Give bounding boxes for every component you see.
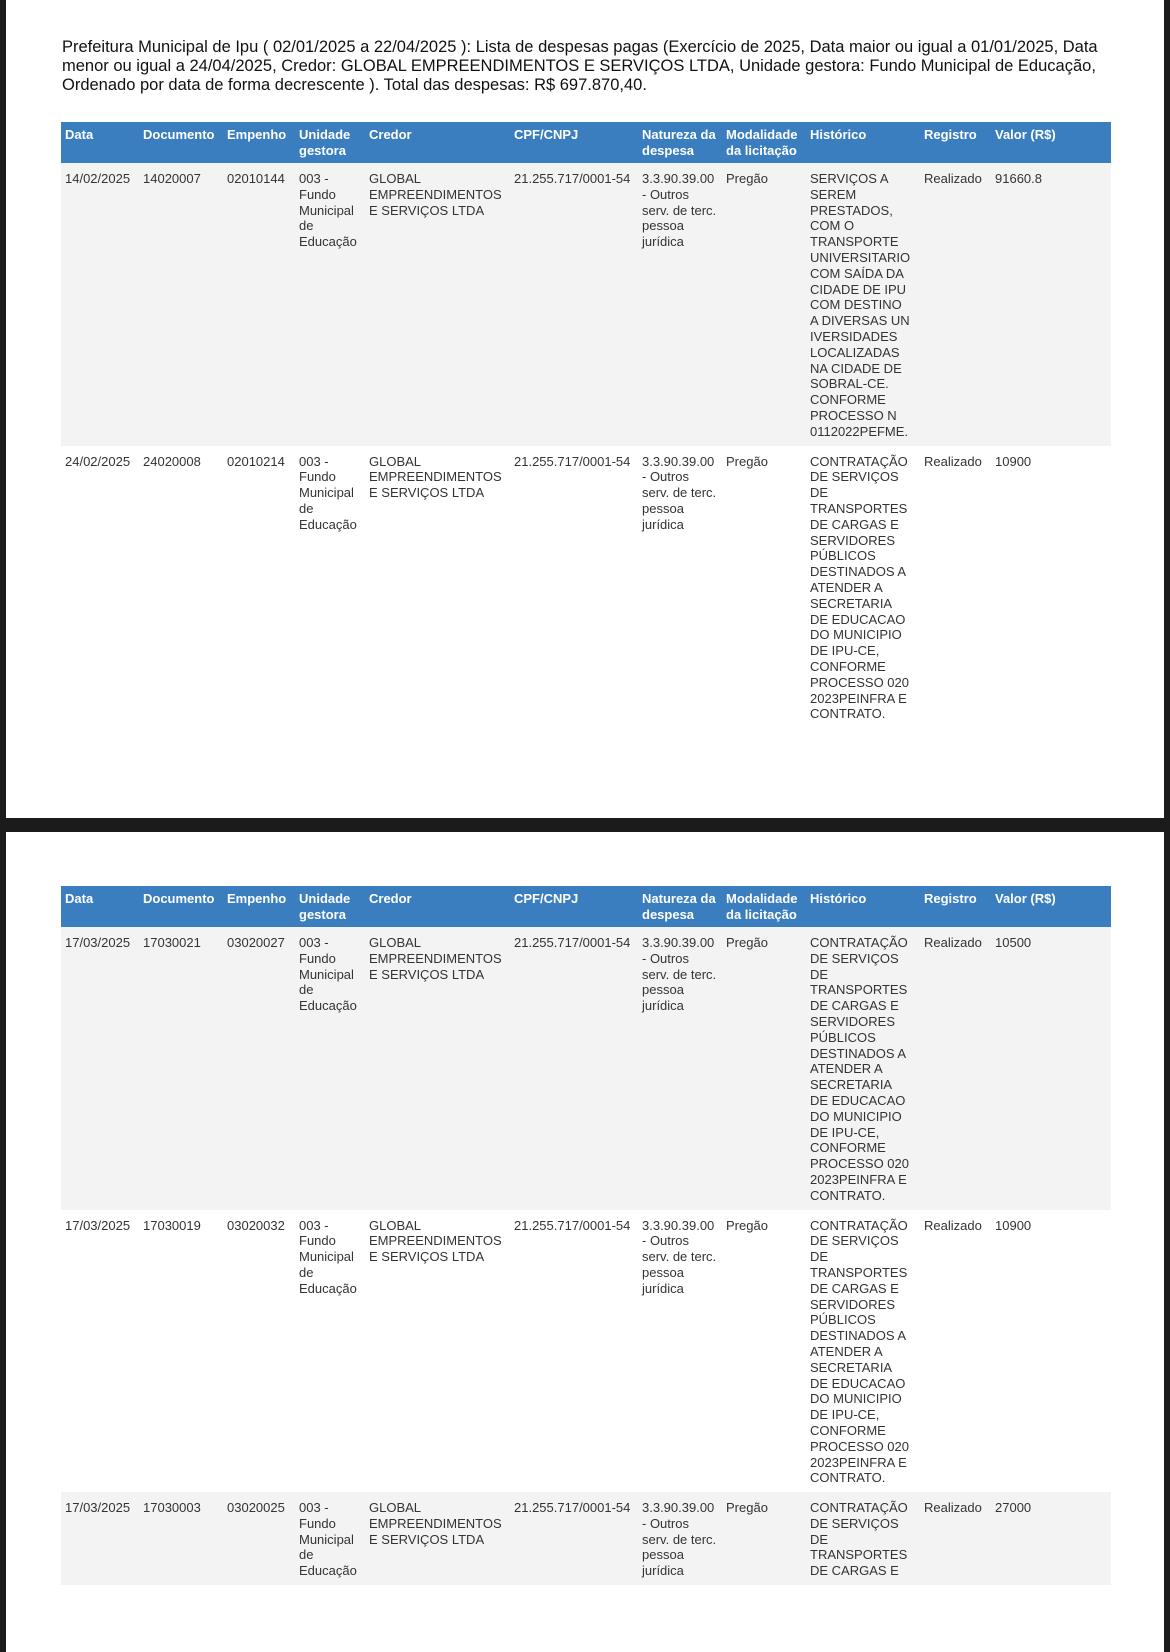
expenses-table-page-2 (61, 886, 1111, 1585)
cell-modalidade: Pregão (722, 163, 806, 446)
cell-documento: 17030019 (139, 1210, 223, 1493)
cell-cpf: 21.255.717/0001-54 (510, 1210, 638, 1493)
cell-valor: 10900 (991, 446, 1111, 729)
header-unidade-gestora[interactable]: Unidade gestora (295, 122, 365, 163)
cell-cpf: 21.255.717/0001-54 (510, 163, 638, 446)
cell-modalidade: Pregão (722, 446, 806, 729)
cell-data: 14/02/2025 (61, 163, 139, 446)
cell-registro: Realizado (920, 446, 991, 729)
expenses-table-page-1 (61, 122, 1111, 728)
cell-natureza: 3.3.90.39.00 - Outros serv. de terc. pessoa jurídica (638, 163, 722, 446)
cell-historico: CONTRATAÇÃO DE SERVIÇOS DE TRANSPORTES DE CARGAS E SERVIDORES PÚBLICOS DESTINADOS A ATENDER A SECRETARIA DE EDUCACAO DO MUNICIPIO DE IPU-CE, CONFORME PROCESSO 020 2023PEINFRA E CONTRATO. (806, 1210, 920, 1493)
header-cpf-cnpj[interactable]: CPF/CNPJ (510, 122, 638, 163)
cell-documento: 24020008 (139, 446, 223, 729)
header-modalidade[interactable]: Modalidade da licitação (722, 122, 806, 163)
cell-historico: CONTRATAÇÃO DE SERVIÇOS DE TRANSPORTES DE CARGAS E (806, 1492, 920, 1585)
cell-empenho: 03020025 (223, 1492, 295, 1585)
cell-unidade: 003 - Fundo Municipal de Educação (295, 1210, 365, 1493)
cell-registro: Realizado (920, 927, 991, 1210)
header-empenho[interactable]: Empenho (223, 122, 295, 163)
cell-unidade: 003 - Fundo Municipal de Educação (295, 163, 365, 446)
cell-historico: CONTRATAÇÃO DE SERVIÇOS DE TRANSPORTES DE CARGAS E SERVIDORES PÚBLICOS DESTINADOS A ATENDER A SECRETARIA DE EDUCACAO DO MUNICIPIO DE IPU-CE, CONFORME PROCESSO 020 2023PEINFRA E CONTRATO. (806, 446, 920, 729)
cell-empenho: 03020032 (223, 1210, 295, 1493)
table-row (61, 1210, 1111, 1493)
cell-cpf: 21.255.717/0001-54 (510, 1492, 638, 1585)
report-title: Prefeitura Municipal de Ipu ( 02/01/2025 a 22/04/2025 ): Lista de despesas pagas (Exercício de 2025, Data maior ou igual a 01/01/2025, Data menor ou igual a 24/04/2025, Credor: GLOBAL EMPREENDIMENTOS E SERVIÇOS LTDA, Unidade gestora: Fundo Municipal de Educação, Ordenado por data de forma decrescente ). Total das despesas: R$ 697.870,40. (62, 38, 1098, 94)
cell-data: 17/03/2025 (61, 1210, 139, 1493)
table-row (61, 1492, 1111, 1585)
header-credor[interactable]: Credor (365, 886, 510, 927)
table-header-row (61, 886, 1111, 927)
header-registro[interactable]: Registro (920, 122, 991, 163)
cell-data: 17/03/2025 (61, 1492, 139, 1585)
cell-unidade: 003 - Fundo Municipal de Educação (295, 927, 365, 1210)
cell-natureza: 3.3.90.39.00 - Outros serv. de terc. pessoa jurídica (638, 927, 722, 1210)
table-header-row (61, 122, 1111, 163)
table-row (61, 927, 1111, 1210)
header-valor[interactable]: Valor (R$) (991, 886, 1111, 927)
header-data[interactable]: Data (61, 122, 139, 163)
header-unidade-gestora[interactable]: Unidade gestora (295, 886, 365, 927)
cell-documento: 14020007 (139, 163, 223, 446)
cell-data: 24/02/2025 (61, 446, 139, 729)
cell-cpf: 21.255.717/0001-54 (510, 927, 638, 1210)
cell-valor: 27000 (991, 1492, 1111, 1585)
cell-credor: GLOBAL EMPREENDIMENTOS E SERVIÇOS LTDA (365, 1492, 510, 1585)
cell-modalidade: Pregão (722, 1492, 806, 1585)
cell-natureza: 3.3.90.39.00 - Outros serv. de terc. pessoa jurídica (638, 1492, 722, 1585)
report-page-2 (6, 832, 1164, 1652)
cell-unidade: 003 - Fundo Municipal de Educação (295, 1492, 365, 1585)
header-data[interactable]: Data (61, 886, 139, 927)
cell-valor: 10500 (991, 927, 1111, 1210)
cell-cpf: 21.255.717/0001-54 (510, 446, 638, 729)
cell-unidade: 003 - Fundo Municipal de Educação (295, 446, 365, 729)
header-credor[interactable]: Credor (365, 122, 510, 163)
cell-empenho: 02010144 (223, 163, 295, 446)
cell-credor: GLOBAL EMPREENDIMENTOS E SERVIÇOS LTDA (365, 927, 510, 1210)
cell-modalidade: Pregão (722, 1210, 806, 1493)
report-page-1 (6, 0, 1164, 818)
cell-valor: 10900 (991, 1210, 1111, 1493)
header-historico[interactable]: Histórico (806, 886, 920, 927)
cell-registro: Realizado (920, 1210, 991, 1493)
header-documento[interactable]: Documento (139, 122, 223, 163)
header-cpf-cnpj[interactable]: CPF/CNPJ (510, 886, 638, 927)
header-natureza[interactable]: Natureza da despesa (638, 122, 722, 163)
cell-documento: 17030021 (139, 927, 223, 1210)
cell-natureza: 3.3.90.39.00 - Outros serv. de terc. pessoa jurídica (638, 1210, 722, 1493)
cell-documento: 17030003 (139, 1492, 223, 1585)
header-documento[interactable]: Documento (139, 886, 223, 927)
table-row (61, 446, 1111, 729)
cell-valor: 91660.8 (991, 163, 1111, 446)
table-row (61, 163, 1111, 446)
cell-registro: Realizado (920, 1492, 991, 1585)
header-modalidade[interactable]: Modalidade da licitação (722, 886, 806, 927)
cell-natureza: 3.3.90.39.00 - Outros serv. de terc. pessoa jurídica (638, 446, 722, 729)
cell-historico: CONTRATAÇÃO DE SERVIÇOS DE TRANSPORTES DE CARGAS E SERVIDORES PÚBLICOS DESTINADOS A ATENDER A SECRETARIA DE EDUCACAO DO MUNICIPIO DE IPU-CE, CONFORME PROCESSO 020 2023PEINFRA E CONTRATO. (806, 927, 920, 1210)
header-registro[interactable]: Registro (920, 886, 991, 927)
cell-empenho: 02010214 (223, 446, 295, 729)
cell-credor: GLOBAL EMPREENDIMENTOS E SERVIÇOS LTDA (365, 446, 510, 729)
cell-modalidade: Pregão (722, 927, 806, 1210)
cell-registro: Realizado (920, 163, 991, 446)
cell-data: 17/03/2025 (61, 927, 139, 1210)
header-natureza[interactable]: Natureza da despesa (638, 886, 722, 927)
cell-credor: GLOBAL EMPREENDIMENTOS E SERVIÇOS LTDA (365, 1210, 510, 1493)
cell-credor: GLOBAL EMPREENDIMENTOS E SERVIÇOS LTDA (365, 163, 510, 446)
cell-empenho: 03020027 (223, 927, 295, 1210)
header-historico[interactable]: Histórico (806, 122, 920, 163)
cell-historico: SERVIÇOS A SEREM PRESTADOS, COM O TRANSPORTE UNIVERSITARIO COM SAÍDA DA CIDADE DE IPU COM DESTINO A DIVERSAS UN IVERSIDADES LOCALIZADAS NA CIDADE DE SOBRAL-CE. CONFORME PROCESSO N 0112022PEFME. (806, 163, 920, 446)
header-valor[interactable]: Valor (R$) (991, 122, 1111, 163)
header-empenho[interactable]: Empenho (223, 886, 295, 927)
